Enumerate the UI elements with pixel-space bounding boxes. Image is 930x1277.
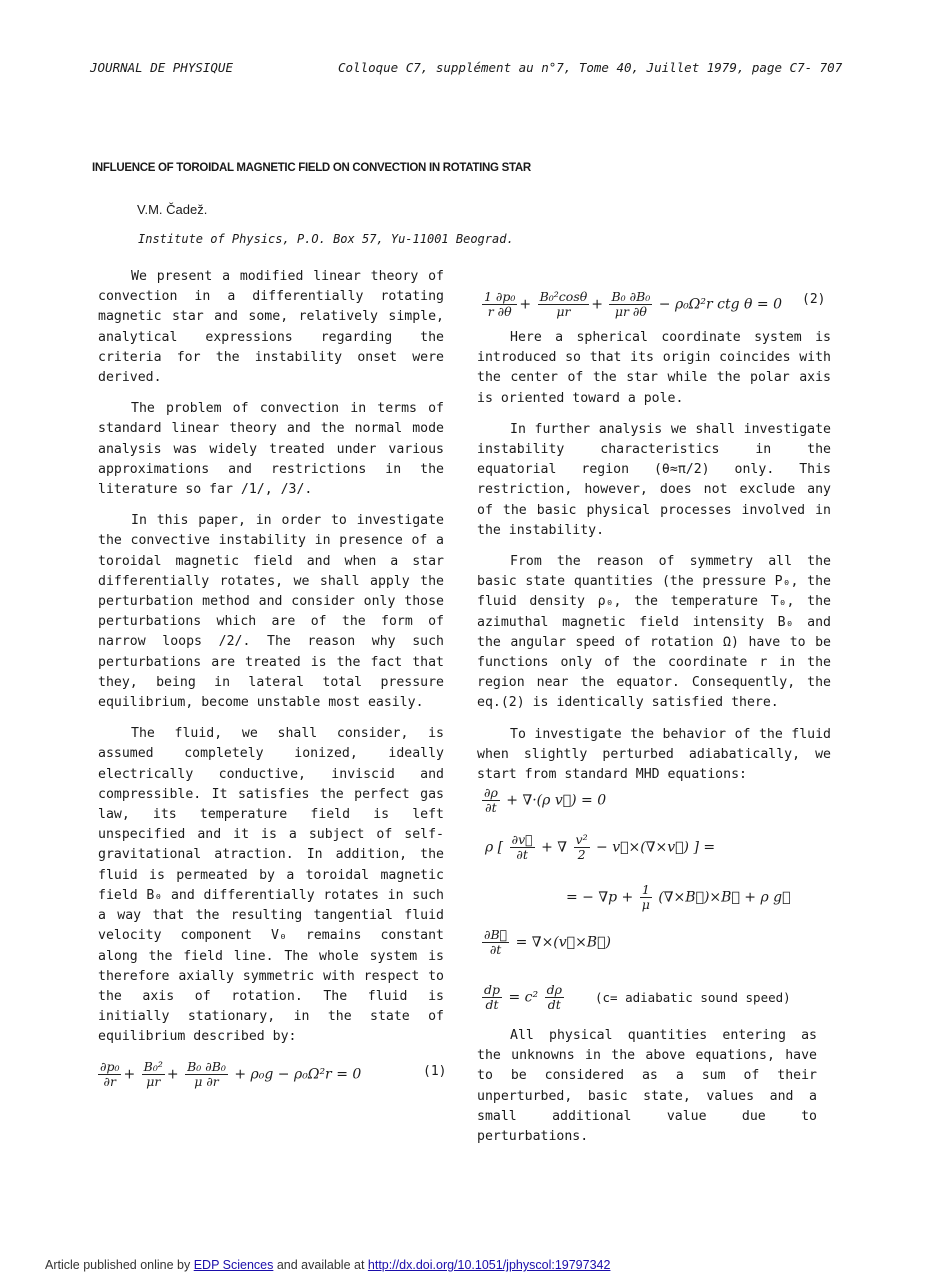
doi-link[interactable]: http://dx.doi.org/10.1051/jphyscol:19797342 xyxy=(367,1258,611,1272)
right-column xyxy=(477,328,831,796)
fraction xyxy=(538,290,590,319)
numerator: dp xyxy=(484,982,501,997)
equation-tail: (∇×B⃗)×B⃗ + ρ g⃗ xyxy=(658,889,791,906)
denominator: ∂t xyxy=(489,942,502,957)
fraction xyxy=(574,833,590,862)
publisher-link[interactable]: EDP Sciences xyxy=(193,1258,274,1272)
equation-mid: = c² xyxy=(508,989,539,1006)
paragraph: Here a spherical coordinate system is introduced so that its origin coincides with the center of the star while the polar axis is oriented toward a pole. xyxy=(477,330,831,406)
denominator: μr xyxy=(146,1074,161,1089)
numerator: 1 ∂p₀ xyxy=(484,289,516,304)
equation-tail: + ∇·(ρ v⃗) = 0 xyxy=(506,792,607,809)
equation-tail: − ρ₀Ω²r ctg θ = 0 xyxy=(658,296,782,313)
equation-lead: = − ∇p + xyxy=(566,889,634,906)
denominator: 2 xyxy=(577,847,586,862)
paragraph: To investigate the behavior of the fluid when slightly perturbed adiabatically, we start from standard MHD equations: xyxy=(477,726,831,783)
paragraph: We present a modified linear theory of convection in a differentially rotating magnetic star and some, relatively simple, analytical expressions regarding the criteria for the instability onset were derived. xyxy=(98,269,444,386)
denominator: μr ∂θ xyxy=(614,304,647,319)
numerator: ∂ρ xyxy=(484,785,498,800)
fraction xyxy=(98,1060,121,1089)
paragraph: The problem of convection in terms of standard linear theory and the normal mode analysis was widely treated under various approximations and restrictions in the literature so far /1/, /3/. xyxy=(98,401,444,498)
denominator: ∂t xyxy=(516,847,528,862)
equation-tail: = ∇×(v⃗×B⃗) xyxy=(515,934,611,951)
paragraph: From the reason of symmetry all the basic state quantities (the pressure P₀, the fluid density ρ₀, the temperature T₀, the azimuthal magnetic field intensity B₀ and the angular speed of rotation Ω) have to be functions only of the coordinate r in the region near the equator. Consequently, the eq.(2) is identically satisfied there. xyxy=(477,554,831,711)
fraction xyxy=(142,1060,165,1089)
paragraph: In this paper, in order to investigate the convective instability in presence of a toroidal magnetic field and when a star differentially rotates, we shall apply the perturbation method and consider only those perturbations which are of the form of narrow loops /2/. The reason why such perturbations are treated is the fact that they, being in lateral total pressure equilibrium, become unstable most easily. xyxy=(98,513,444,711)
mhd-momentum-rhs xyxy=(566,883,791,912)
footer-prefix: Article published online by xyxy=(45,1258,194,1272)
paper-title: INFLUENCE OF TOROIDAL MAGNETIC FIELD ON CONVECTION IN ROTATING STAR xyxy=(92,162,531,174)
right-column-end xyxy=(477,1026,817,1158)
equation-1: $\frac{\text{∂p₀}}{\partial r}$ + $\frac{\text{B₀²}}{\mu r}$ + $\frac{\text{B₀ ∂B₀}}{\mu \partial r}$ + ρ₀g − ρ₀Ω²r = 0 xyxy=(100,1059,362,1089)
fraction xyxy=(185,1060,228,1089)
equation-lead: ρ [ xyxy=(485,839,504,856)
equation-tail: + ρ₀g − ρ₀Ω²r = 0 xyxy=(234,1066,362,1083)
fraction xyxy=(510,833,535,862)
issue-reference: Colloque C7, supplément au n°7, Tome 40, Juillet 1979, page C7- 707 xyxy=(338,60,843,75)
equation-number: (2) xyxy=(802,292,826,307)
fraction xyxy=(482,983,502,1012)
mhd-induction-equation xyxy=(480,928,611,957)
paragraph: In further analysis we shall investigate instability characteristics in the equatorial region (θ≈π/2) only. This restriction, however, does not exclude any of the basic physical processes involved in the instability. xyxy=(477,421,831,538)
numerator: v² xyxy=(575,832,588,847)
equation-2: $\frac{\text{1 ∂p₀}}{r \partial\theta}$ + $\frac{\text{B₀²cosθ}}{\mu r}$ + $\frac{\text{B₀ ∂B₀}}{\mu r \partial\theta}$ − ρ₀Ω²r ctg θ = 0 xyxy=(484,289,782,319)
numerator: B₀² xyxy=(143,1059,163,1074)
numerator: dρ xyxy=(546,982,562,997)
fraction xyxy=(482,928,509,957)
denominator: dt xyxy=(485,997,499,1012)
denominator: μ ∂r xyxy=(194,1074,219,1089)
mhd-adiabatic-equation xyxy=(480,983,566,1012)
left-column xyxy=(98,267,444,1059)
numerator: B₀²cosθ xyxy=(539,289,588,304)
numerator: B₀ ∂B₀ xyxy=(187,1059,226,1074)
paragraph: All physical quantities entering as the unknowns in the above equations, have to be considered as a sum of their unperturbed, basic state, values and a small additional value due to perturbations. xyxy=(477,1028,817,1145)
denominator: μ xyxy=(641,897,650,912)
publication-footer xyxy=(45,1258,610,1272)
paragraph: The fluid, we shall consider, is assumed completely ionized, ideally electrically conductive, inviscid and compressible. It satisfies the perfect gas law, its temperature field is left unspecified and it is a subject of self-gravitational atraction. In addition, the fluid is permeated by a toroidal magnetic field B₀ and differentially rotates in such a way that the resulting tangential fluid velocity component V₀ remains constant along the field line. The whole system is therefore axially symmetric with respect to the axis of rotation. The fluid is initially stationary, in the state of equilibrium described by: xyxy=(98,726,444,1045)
equation-mid: + ∇ xyxy=(541,839,568,856)
equation-tail: − v⃗×(∇×v⃗) ] = xyxy=(596,839,716,856)
footer-middle: and available at xyxy=(273,1258,368,1272)
equation-number: (1) xyxy=(423,1064,447,1079)
equation-note: (c= adiabatic sound speed) xyxy=(595,990,791,1005)
numerator: ∂B⃗ xyxy=(484,927,508,942)
affiliation: Institute of Physics, P.O. Box 57, Yu-11001 Beograd. xyxy=(138,232,514,246)
mhd-continuity-equation xyxy=(480,786,606,815)
numerator: ∂p₀ xyxy=(100,1059,120,1074)
fraction xyxy=(640,883,652,912)
author: V.M. Čadež. xyxy=(137,202,208,217)
fraction xyxy=(482,786,500,815)
numerator: ∂v⃗ xyxy=(511,832,533,847)
denominator: μr xyxy=(556,304,571,319)
denominator: r ∂θ xyxy=(487,304,512,319)
fraction xyxy=(545,983,564,1012)
journal-name: JOURNAL DE PHYSIQUE xyxy=(90,60,233,75)
denominator: dt xyxy=(547,997,561,1012)
fraction xyxy=(482,290,517,319)
mhd-momentum-equation xyxy=(485,833,715,862)
numerator: 1 xyxy=(640,883,652,898)
numerator: B₀ ∂B₀ xyxy=(611,289,651,304)
fraction xyxy=(609,290,652,319)
denominator: ∂r xyxy=(103,1074,116,1089)
denominator: ∂t xyxy=(485,800,497,815)
